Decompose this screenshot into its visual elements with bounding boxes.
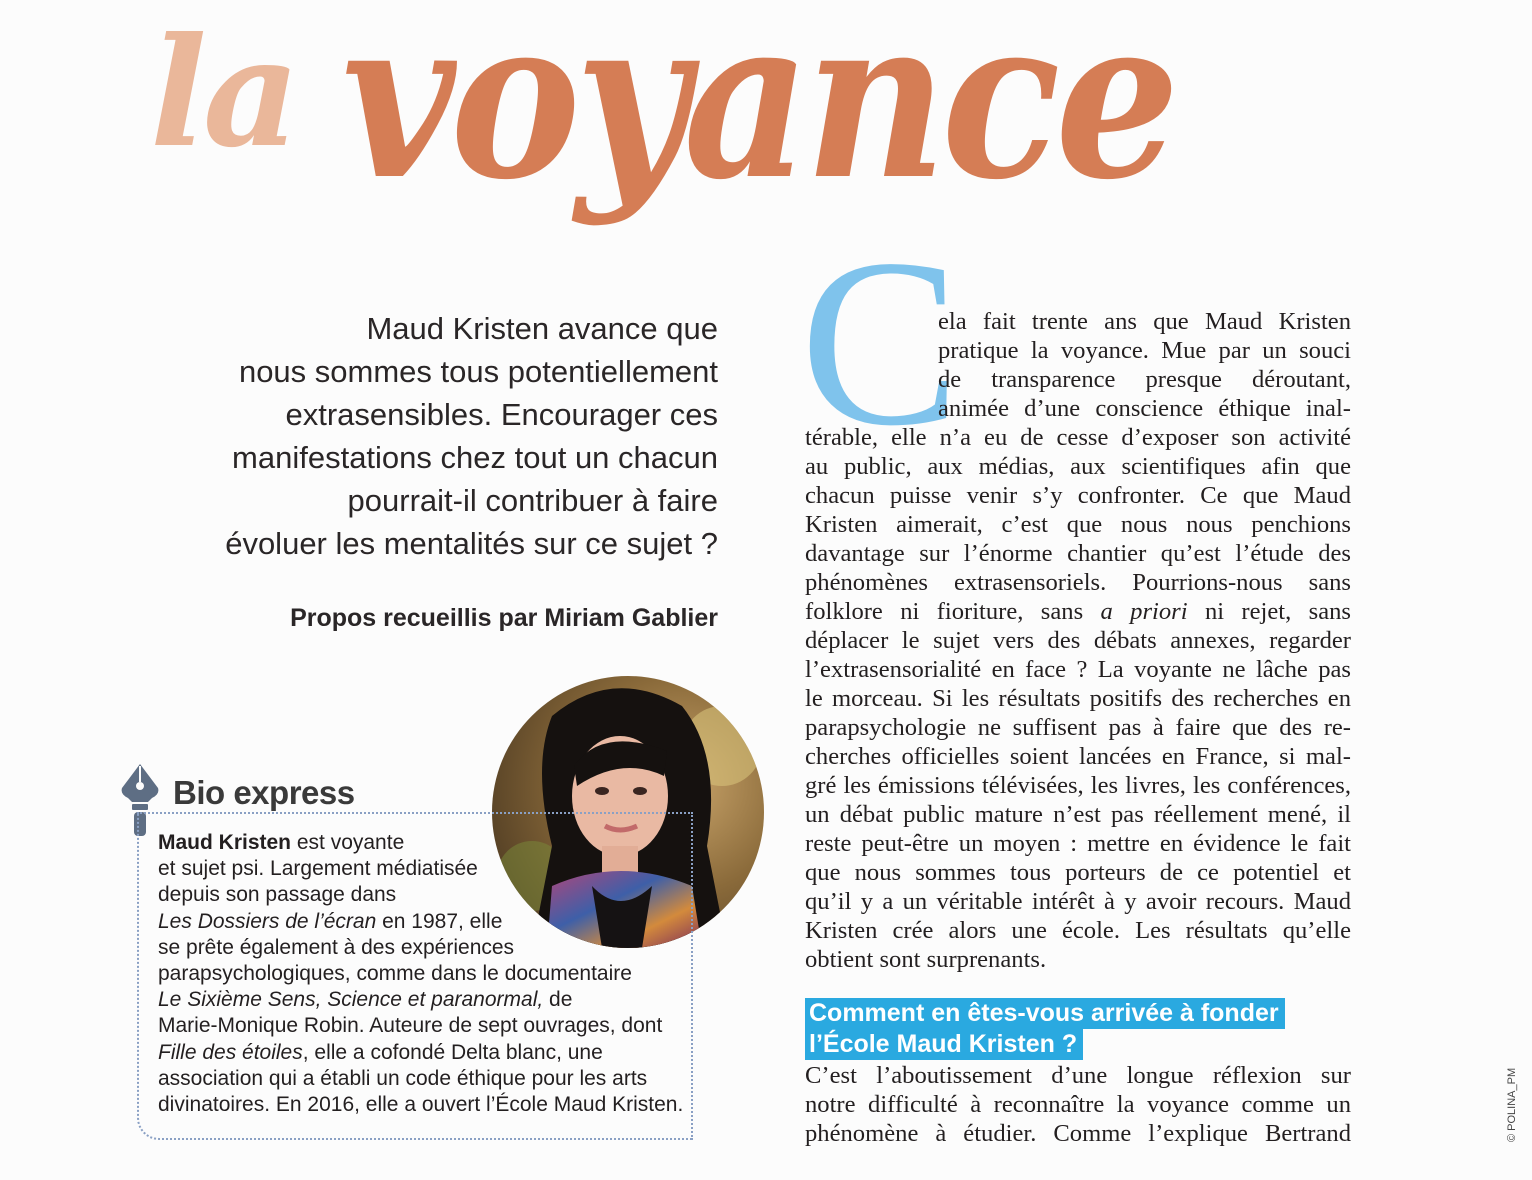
intro-lede [118, 307, 718, 565]
text-run: un débat public mature n’est pas réellement mené, il [805, 801, 1351, 828]
text-run: Marie-Monique Robin. Auteure de sept ouvrages, dont [158, 1014, 663, 1038]
article-line [805, 510, 1351, 539]
article-answer [805, 1061, 1351, 1148]
text-run: Fille des étoiles [158, 1040, 303, 1064]
article-line [805, 452, 1351, 481]
article-line [805, 800, 1351, 829]
article-line [805, 568, 1351, 597]
article-line [805, 597, 1351, 626]
question-line: Comment en êtes-vous arrivée à fonder [805, 998, 1285, 1029]
bio-line [158, 830, 698, 856]
intro-line: Maud Kristen avance que [366, 311, 718, 346]
bio-line [158, 935, 698, 961]
bio-line [158, 856, 698, 882]
text-run: davantage sur l’énorme chantier qu’est l’étude des [805, 540, 1351, 567]
text-run: au public, aux médias, aux scientifiques afin que [805, 453, 1351, 480]
text-run: en 1987, elle [376, 909, 503, 933]
text-run: chacun puisse venir s’y confronter. Ce que Maud [805, 482, 1351, 509]
article-line [805, 684, 1351, 713]
article-line [805, 771, 1351, 800]
bio-text [158, 830, 698, 1118]
article-line [805, 916, 1351, 945]
article-line [805, 365, 1351, 394]
intro-line: pourrait-il contribuer à faire [347, 483, 718, 518]
bio-line [158, 961, 698, 987]
bio-line [158, 987, 698, 1013]
article-line [805, 626, 1351, 655]
article-line [805, 945, 1351, 974]
text-run: cherches officielles soient lancées en France, si mal- [805, 743, 1351, 770]
bio-line [158, 909, 698, 935]
bio-line [158, 1092, 698, 1118]
article-line [805, 481, 1351, 510]
text-run: pratique la voyance. Mue par un souci [938, 337, 1351, 364]
text-run: animée d’une conscience éthique inal- [938, 395, 1351, 422]
interview-question [805, 998, 1285, 1060]
text-run: reste peut-être un moyen : mettre en évidence le fait [805, 830, 1351, 857]
text-run: divinatoires. En 2016, elle a ouvert l’École Maud Kristen. [158, 1093, 684, 1117]
article-line [805, 307, 1351, 336]
article-line [805, 423, 1351, 452]
text-run: Les Dossiers de l’écran [158, 909, 377, 933]
text-run: Kristen crée alors une école. Les résultats qu’elle [805, 917, 1351, 944]
intro-line: évoluer les mentalités sur ce sujet ? [225, 526, 718, 561]
text-run: obtient sont surprenants. [805, 946, 1047, 973]
intro-line: extrasensibles. Encourager ces [285, 397, 718, 432]
text-run: Maud Kristen [158, 831, 292, 854]
text-run: de transparence presque déroutant, [938, 366, 1351, 393]
bio-line [158, 1013, 698, 1039]
bio-title: Bio express [173, 774, 355, 811]
text-run: de [543, 988, 573, 1012]
article-line [805, 713, 1351, 742]
title-voyance: voyance [342, 0, 1175, 229]
text-run: parapsychologie ne suffisent pas à faire que des re- [805, 714, 1351, 741]
text-run: térable, elle n’a eu de cesse d’exposer son activité [805, 424, 1351, 451]
intro-line: manifestations chez tout un chacun [232, 440, 718, 475]
article-line [805, 394, 1351, 423]
text-run: déplacer le sujet vers des débats annexes, regarder [805, 627, 1351, 654]
text-run: parapsychologiques, comme dans le documentaire [158, 962, 632, 986]
text-run: l’extrasensorialité en face ? La voyante ne lâche pas [805, 656, 1351, 683]
text-run: ela fait trente ans que Maud Kristen [938, 308, 1351, 335]
text-run: folklore ni fioriture, sans [805, 598, 1101, 625]
byline: Propos recueillis par Miriam Gablier [290, 604, 718, 632]
bio-line [158, 1066, 698, 1092]
text-run: , elle a cofondé Delta blanc, une [302, 1040, 603, 1064]
article-body [805, 307, 1351, 974]
text-run: a priori [1100, 598, 1188, 625]
text-run: association qui a établi un code éthique pour les arts [158, 1066, 648, 1090]
text-run: et sujet psi. Largement médiatisée [158, 857, 478, 881]
text-run: gré les émissions télévisées, les livres, les conférences, [805, 772, 1351, 799]
answer-line: phénomène à étudier. Comme l’explique Bertrand [805, 1120, 1351, 1147]
text-run: se prête également à des expériences [158, 935, 515, 959]
bio-line [158, 882, 698, 908]
text-run: ni rejet, sans [1187, 598, 1351, 625]
title-la: la [150, 5, 297, 181]
question-line: l’École Maud Kristen ? [805, 1029, 1083, 1060]
answer-line: notre difficulté à reconnaître la voyance comme un [805, 1091, 1351, 1118]
article-line [805, 539, 1351, 568]
answer-line: C’est l’aboutissement d’une longue réflexion sur [805, 1062, 1351, 1089]
article-line [805, 655, 1351, 684]
article-line [805, 887, 1351, 916]
article-line [805, 742, 1351, 771]
bio-line [158, 1040, 698, 1066]
text-run: le morceau. Si les résultats positifs des recherches en [805, 685, 1351, 712]
text-run: phénomènes extrasensoriels. Pourrions-nous sans [805, 569, 1351, 596]
article-line [805, 858, 1351, 887]
intro-line: nous sommes tous potentiellement [238, 354, 718, 389]
photo-credit: © POLINA_PM [1506, 1067, 1518, 1142]
article-line [805, 336, 1351, 365]
text-run: Le Sixième Sens, Science et paranormal, [158, 988, 544, 1012]
drop-cap: C [800, 209, 961, 475]
text-run: Kristen aimerait, c’est que nous nous penchions [805, 511, 1351, 538]
text-run: depuis son passage dans [158, 883, 397, 907]
article-line [805, 829, 1351, 858]
text-run: que nous sommes tous porteurs de ce potentiel et [805, 859, 1351, 886]
text-run: qu’il y a un véritable intérêt à y avoir recours. Maud [805, 888, 1351, 915]
text-run: est voyante [291, 831, 405, 854]
